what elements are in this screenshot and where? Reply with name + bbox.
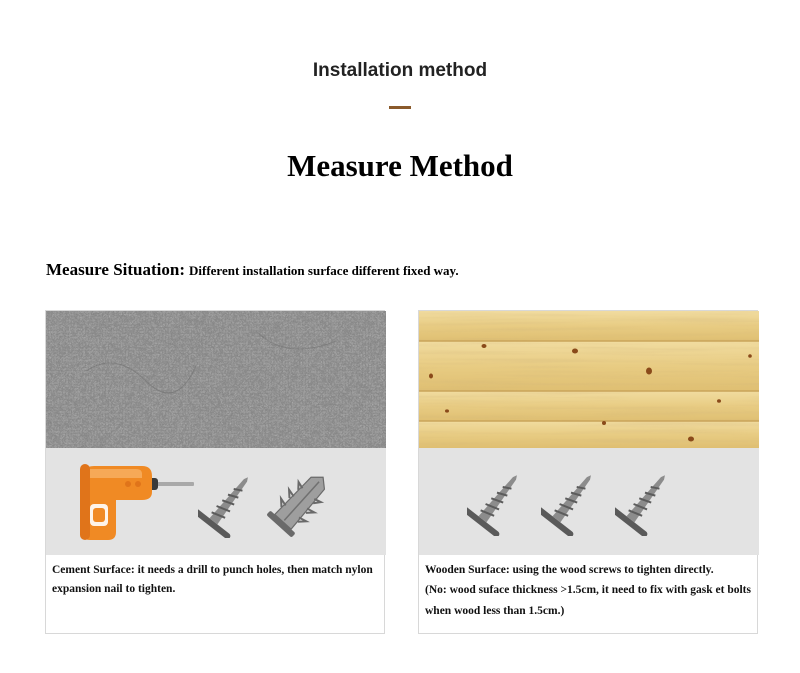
title-divider <box>389 106 411 109</box>
page-title: Measure Method <box>287 148 513 183</box>
cement-tools-panel <box>46 448 386 555</box>
cement-caption-text: Cement Surface: it needs a drill to punch holes, then match nylon expansion nail to tighten. <box>52 564 373 595</box>
wood-caption-note: (No: wood suface thickness >1.5cm, it need to fix with gask et bolts when wood less than 1.5cm.) <box>425 584 751 617</box>
wood-caption-text: Wooden Surface: using the wood screws to tighten directly. <box>425 564 714 576</box>
wood-screw-icon <box>615 468 673 536</box>
wood-caption <box>419 555 759 622</box>
section-title: Installation method <box>312 60 488 81</box>
wood-tools-panel <box>419 448 759 555</box>
drill-icon <box>76 462 201 544</box>
cement-surface-card <box>45 310 385 634</box>
screw-icon <box>198 470 256 538</box>
situation-description: Different installation surface different fixed way. <box>189 263 459 278</box>
cement-surface-photo <box>46 311 386 448</box>
wood-screw-icon <box>467 468 525 536</box>
wooden-surface-card <box>418 310 758 634</box>
cement-caption <box>46 555 386 599</box>
wooden-surface-photo <box>419 311 759 448</box>
wood-screw-icon <box>541 468 599 536</box>
expansion-anchor-icon <box>266 468 332 540</box>
situation-label: Measure Situation: <box>46 260 185 279</box>
measure-situation <box>46 260 459 280</box>
